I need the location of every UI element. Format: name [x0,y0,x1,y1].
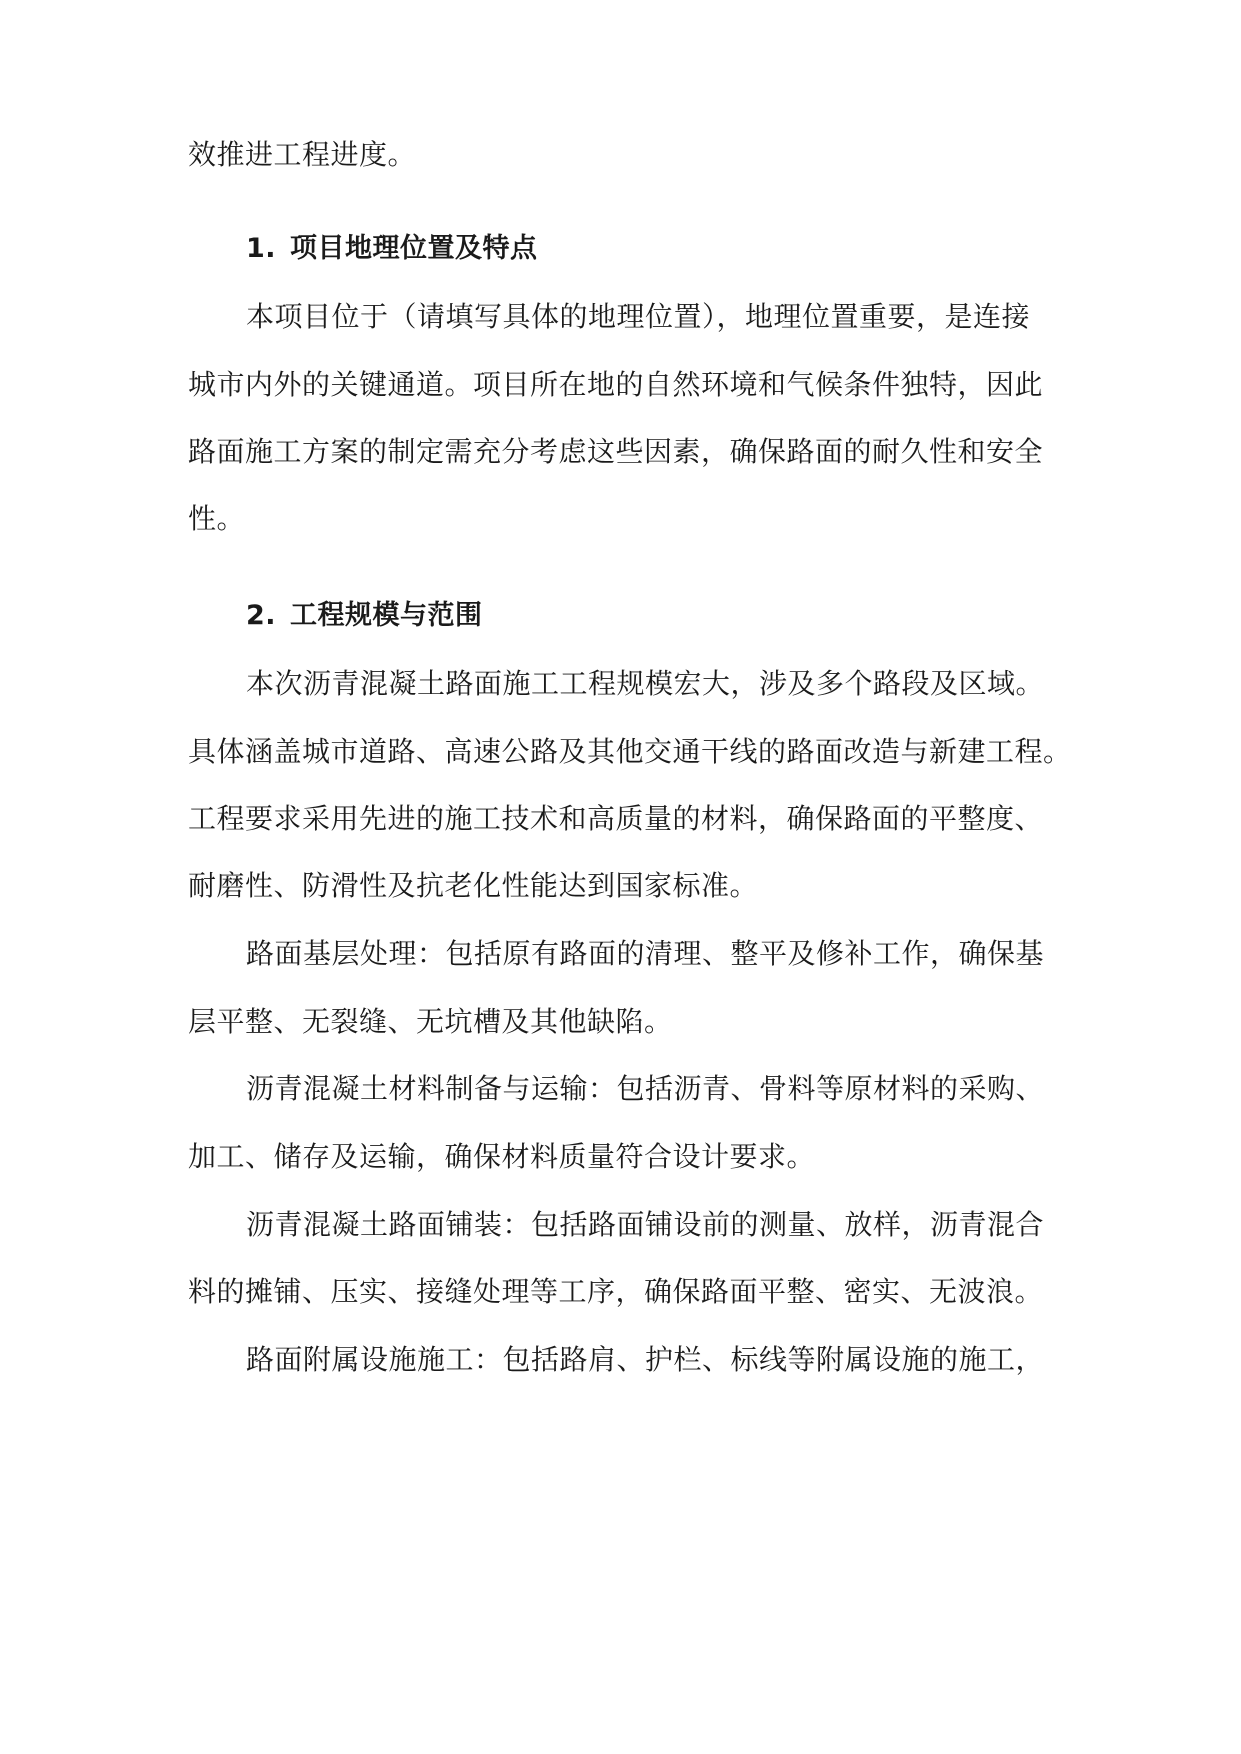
section-1-heading [246,229,1126,269]
section-2-paragraph-1-line: 本次沥青混凝土路面施工工程规模宏大，涉及多个路段及区域。 [246,667,1045,700]
section-2-paragraph-1-line: 具体涵盖城市道路、高速公路及其他交通干线的路面改造与新建工程。 [188,735,1072,768]
section-2-number: 2. [246,600,277,631]
section-1-paragraph-line: 性。 [188,502,246,535]
section-2-paragraph-2-line: 路面基层处理：包括原有路面的清理、整平及修补工作，确保基 [246,937,1045,970]
section-2-paragraph-5-line: 路面附属设施施工：包括路肩、护栏、标线等附属设施的施工， [246,1343,1045,1376]
section-2-paragraph-3-line: 沥青混凝土材料制备与运输：包括沥青、骨料等原材料的采购、 [246,1072,1045,1105]
continuation-line: 效推进工程进度。 [188,138,417,171]
section-2-heading [246,596,1126,636]
section-1-title: 项目地理位置及特点 [290,233,538,264]
section-2-paragraph-3-line: 加工、储存及运输，确保材料质量符合设计要求。 [188,1140,816,1173]
section-2-paragraph-4-line: 料的摊铺、压实、接缝处理等工序，确保路面平整、密实、无波浪。 [188,1275,1044,1308]
section-2-paragraph-1-line: 工程要求采用先进的施工技术和高质量的材料，确保路面的平整度、 [188,802,1044,835]
section-2-paragraph-4-line: 沥青混凝土路面铺装：包括路面铺设前的测量、放样，沥青混合 [246,1208,1045,1241]
section-1-paragraph-line: 路面施工方案的制定需充分考虑这些因素，确保路面的耐久性和安全 [188,435,1044,468]
section-1-paragraph-line: 本项目位于（请填写具体的地理位置），地理位置重要，是连接 [246,300,1031,333]
section-1-number: 1. [246,233,277,264]
section-1-paragraph-line: 城市内外的关键通道。项目所在地的自然环境和气候条件独特，因此 [188,368,1044,401]
section-2-paragraph-1-line: 耐磨性、防滑性及抗老化性能达到国家标准。 [188,869,759,902]
section-2-title: 工程规模与范围 [290,600,483,631]
section-2-paragraph-2-line: 层平整、无裂缝、无坑槽及其他缺陷。 [188,1005,673,1038]
